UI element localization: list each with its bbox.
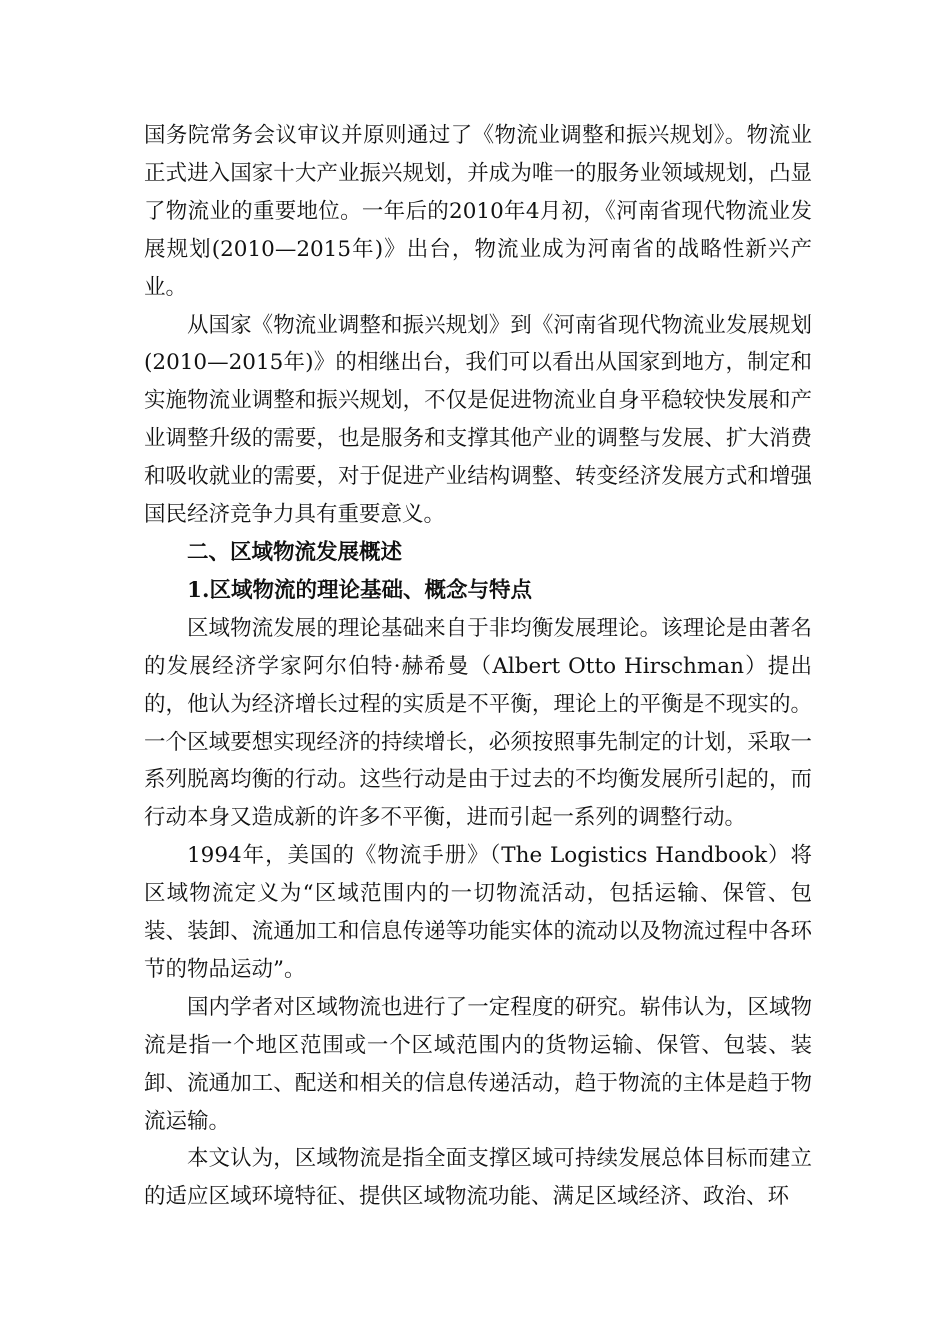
section-heading: 二、区域物流发展概述	[187, 539, 403, 565]
paragraph-5: 国内学者对区域物流也进行了一定程度的研究。崭伟认为，区域物流是指一个地区范围或一个区域范围内的货物运输、保管、包装、装卸、流通加工、配送和相关的信息传递活动，趋于物流的主体是趋于物流运输。	[144, 994, 812, 1134]
paragraph-2: 从国家《物流业调整和振兴规划》到《河南省现代物流业发展规划(2010—2015年)》的相继出台，我们可以看出从国家到地方，制定和实施物流业调整和振兴规划，不仅是促进物流业自身平稳较快发展和产业调整升级的需要，也是服务和支撑其他产业的调整与发展、扩大消费和吸收就业的需要，对于促进产业结构调整、转变经济发展方式和增强国民经济竞争力具有重要意义。	[144, 312, 812, 528]
paragraph-3: 区域物流发展的理论基础来自于非均衡发展理论。该理论是由著名的发展经济学家阿尔伯特·赫希曼（Albert Otto Hirschman）提出的，他认为经济增长过程的实质是不平衡，理论上的平衡是不现实的。一个区域要想实现经济的持续增长，必须按照事先制定的计划，采取一系列脱离均衡的行动。这些行动是由于过去的不均衡发展所引起的，而行动本身又造成新的许多不平衡，进而引起一系列的调整行动。	[144, 615, 812, 831]
body-text	[144, 117, 812, 1216]
subsection-heading: 1.区域物流的理论基础、概念与特点	[187, 577, 532, 603]
paragraph-6: 本文认为，区域物流是指全面支撑区域可持续发展总体目标而建立的适应区域环境特征、提供区域物流功能、满足区域经济、政治、环	[144, 1146, 812, 1210]
paragraph-4: 1994年，美国的《物流手册》（The Logistics Handbook）将区域物流定义为“区域范围内的一切物流活动，包括运输、保管、包装、装卸、流通加工和信息传递等功能实体的流动以及物流过程中各环节的物品运动”。	[144, 843, 812, 982]
paragraph-1: 国务院常务会议审议并原则通过了《物流业调整和振兴规划》。物流业正式进入国家十大产业振兴规划，并成为唯一的服务业领域规划，凸显了物流业的重要地位。一年后的2010年4月初，《河南省现代物流业发展规划(2010—2015年)》出台，物流业成为河南省的战略性新兴产业。	[144, 123, 812, 300]
